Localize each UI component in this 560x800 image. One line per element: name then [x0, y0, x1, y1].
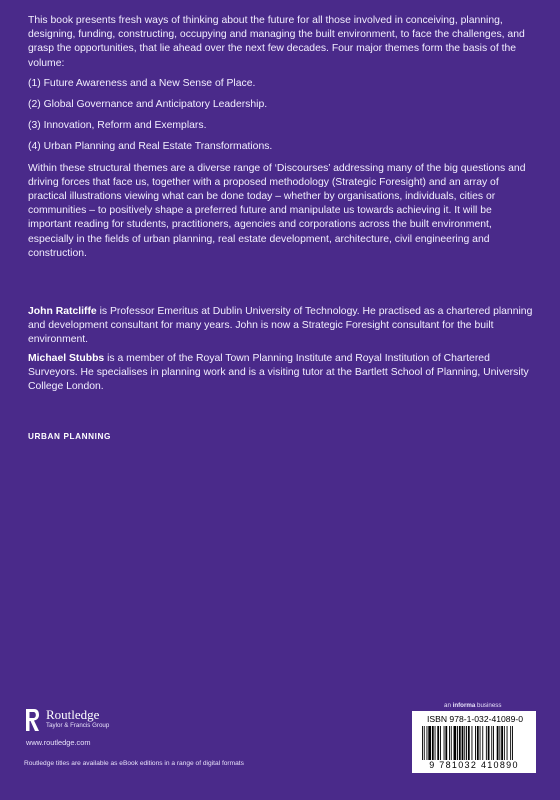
barcode-bar	[440, 726, 441, 760]
barcode-bar	[422, 726, 423, 760]
barcode-bar	[462, 726, 464, 760]
barcode-bar	[432, 726, 434, 760]
barcode-bar	[482, 726, 483, 760]
theme-item: (1) Future Awareness and a New Sense of Place.	[28, 77, 256, 89]
barcode-bar	[466, 726, 467, 760]
barcode-bar	[427, 726, 428, 760]
publisher-website: www.routledge.com	[26, 738, 91, 747]
subject-category: URBAN PLANNING	[28, 432, 111, 441]
barcode-bar	[491, 726, 492, 760]
publisher-group: Taylor & Francis Group	[46, 722, 110, 729]
isbn-number: ISBN 978-1-032-41089-0	[426, 714, 524, 724]
barcode-bar	[480, 726, 481, 760]
author-name: Michael Stubbs	[28, 352, 105, 364]
description-body: Within these structural themes are a diverse range of ‘Discourses’ addressing many of the big questions and driving forces that face us, together with a proposed methodology (Strategic Foresight) and an array of practical illustrations viewing what can be done today – whether by organisations, individuals, cities or communities – to positively shape a preferred future and manipulate us towards achieving it. It will be important reading for students, practitioners, agencies and corporations across the built environment, especially in the fields of urban planning, real estate development, architecture, civil engineering and construction.	[28, 162, 526, 259]
publisher-block	[24, 708, 244, 747]
author-bio-text: is a member of the Royal Town Planning Institute and Royal Institution of Chartered Surveyors. He specialises in planning work and is a visiting tutor at the Bartlett School of Planning, University College London.	[28, 352, 529, 393]
barcode-bar	[501, 726, 503, 760]
author-bio	[28, 352, 534, 395]
barcode-bar	[475, 726, 476, 760]
barcode-bar	[468, 726, 470, 760]
barcode-bar	[477, 726, 479, 760]
barcode-bar	[497, 726, 499, 760]
theme-item: (3) Innovation, Reform and Exemplars.	[28, 120, 207, 132]
informa-prefix: an	[444, 702, 453, 709]
barcode-bar	[486, 726, 487, 760]
author-name: John Ratcliffe	[28, 306, 97, 317]
barcode-bar	[444, 726, 445, 760]
barcode-bar	[428, 726, 431, 760]
informa-tagline	[444, 702, 501, 709]
theme-item: (4) Urban Planning and Real Estate Transformations.	[28, 141, 273, 153]
barcode-bar	[488, 726, 490, 760]
informa-suffix: business	[475, 702, 502, 709]
barcode-bar	[499, 726, 500, 760]
author-bio-text: is Professor Emeritus at Dublin University of Technology. He practised as a chartered planning and development consultant for many years. John is now a Strategic Foresight consultant for the built environment.	[28, 306, 533, 346]
theme-item: (2) Global Governance and Anticipatory Leadership.	[28, 99, 268, 111]
barcode-bar	[424, 726, 425, 760]
barcode-bar	[507, 726, 508, 760]
publisher-name: Routledge	[46, 707, 100, 722]
barcode-bar	[435, 726, 436, 760]
author-bio	[28, 305, 534, 348]
barcode-bar	[512, 726, 513, 760]
themes-list	[28, 77, 534, 155]
barcode-bar	[493, 726, 494, 760]
barcode-bar	[457, 726, 458, 760]
barcode-bar	[459, 726, 461, 760]
barcode-bar	[510, 726, 511, 760]
ebook-note: Routledge titles are available as eBook editions in a range of digital formats	[24, 760, 244, 767]
book-description	[28, 14, 534, 261]
author-bios	[28, 305, 534, 398]
barcode-bar	[451, 726, 452, 760]
barcode-bar	[445, 726, 447, 760]
routledge-logo-icon	[24, 708, 40, 732]
description-intro: This book presents fresh ways of thinking about the future for all those involved in conceiving, planning, designing, funding, constructing, occupying and managing the built environment, to face the challenges, and grasp the opportunities, that lie ahead over the next few decades. Four major themes form the basis of the volume:	[28, 15, 525, 69]
barcode-bar	[454, 726, 457, 760]
isbn-barcode	[412, 711, 536, 773]
barcode-bar	[437, 726, 439, 760]
barcode-bar	[449, 726, 450, 760]
barcode-bar	[464, 726, 465, 760]
barcode-digits: 9 781032 410890	[429, 760, 519, 770]
informa-brand: informa	[452, 702, 476, 709]
barcode-bars	[418, 726, 530, 760]
barcode-bar	[472, 726, 473, 760]
barcode-bar	[504, 726, 505, 760]
publisher-logo	[24, 708, 244, 732]
